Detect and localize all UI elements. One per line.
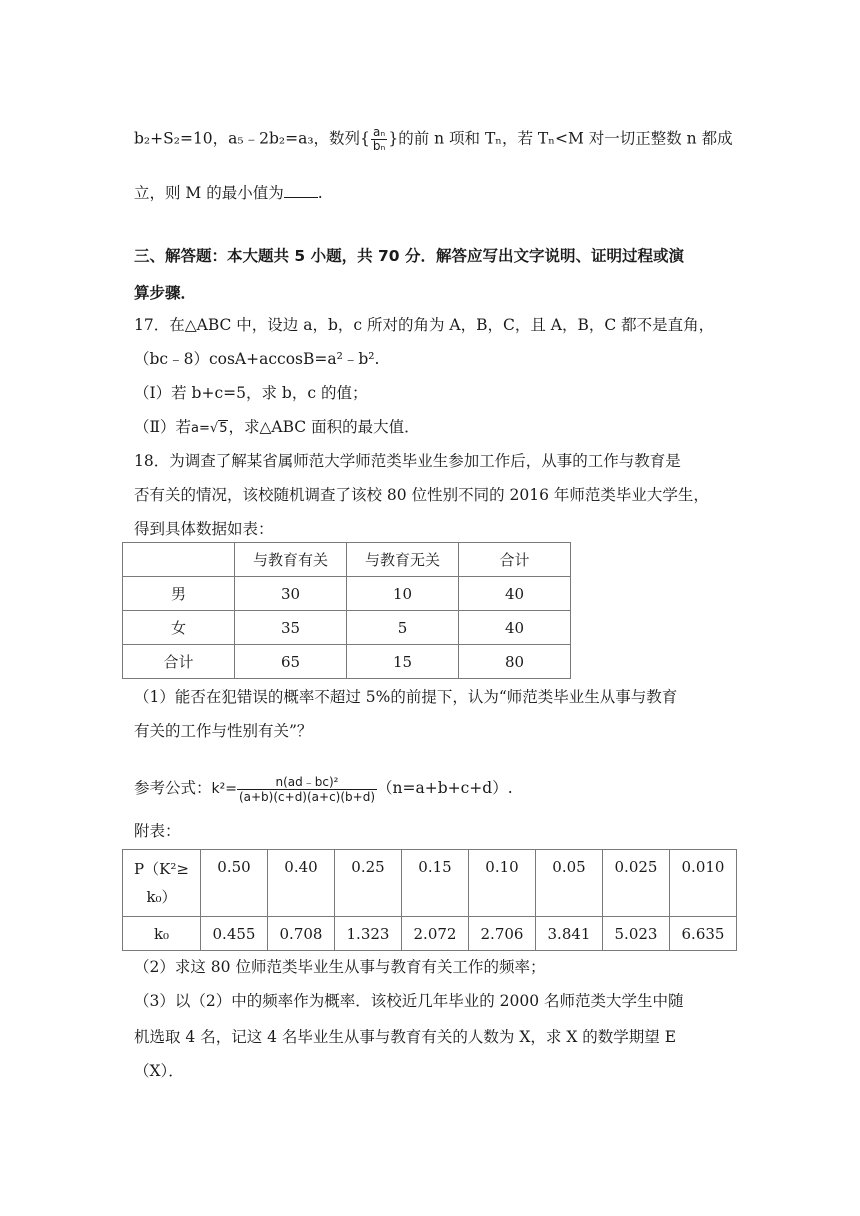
table-cell: 合计: [459, 543, 571, 577]
k-squared-formula-fraction: $\frac{\text{n(ad﹣bc)²}}{(a+b)(c+d)(a+c)(b+d)}$: [238, 774, 376, 804]
q18-sub1-line-1: （1）能否在犯错误的概率不超过 5%的前提下，认为“师范类毕业生从事与教育: [134, 688, 678, 706]
table-cell: 0.10: [469, 850, 536, 917]
table-cell: 男: [123, 577, 235, 611]
table-cell: 15: [347, 645, 459, 679]
table-cell: 0.15: [402, 850, 469, 917]
q18-sub2: （2）求这 80 位师范类毕业生从事与教育有关工作的频率；: [134, 958, 546, 976]
q18-line-3: 得到具体数据如表：: [134, 520, 274, 538]
table-row: [123, 917, 737, 951]
appendix-label: 附表：: [134, 822, 181, 840]
table-cell: 0.025: [603, 850, 670, 917]
table-cell: 合计: [123, 645, 235, 679]
table-cell: 5: [347, 611, 459, 645]
table-cell: 0.455: [201, 917, 268, 951]
table-cell: 40: [459, 577, 571, 611]
table-cell: 0.25: [335, 850, 402, 917]
q17-part-1: （Ⅰ）若 b+c=5，求 b，c 的值；: [134, 384, 368, 402]
table-cell: 40: [459, 611, 571, 645]
q18-sub3-line-3: （X）．: [134, 1062, 184, 1080]
q18-sub3-line-2: 机选取 4 名，记这 4 名毕业生从事与教育有关的人数为 X，求 X 的数学期望 E: [134, 1028, 677, 1046]
table-cell: 0.40: [268, 850, 335, 917]
table-cell: k₀: [123, 917, 201, 951]
q18-line-2: 否有关的情况，该校随机调查了该校 80 位性别不同的 2016 年师范类毕业大学生，: [134, 486, 709, 504]
table-cell: 3.841: [536, 917, 603, 951]
table-row: [123, 850, 737, 917]
table-cell: [123, 543, 235, 577]
reference-formula-line: 参考公式：k²= $\frac{\text{n(ad﹣bc)²}}{(a+b)(c+d)(a+c)(b+d)}$ （n=a+b+c+d）.: [134, 774, 513, 804]
table-cell: 0.05: [536, 850, 603, 917]
table-cell: 0.010: [670, 850, 737, 917]
chi-square-appendix-table: [122, 849, 737, 951]
table-row: [123, 611, 571, 645]
table-row: [123, 645, 571, 679]
table-cell: 35: [235, 611, 347, 645]
a-equals-sqrt5-formula: a=√5: [191, 421, 228, 436]
table-cell: 2.706: [469, 917, 536, 951]
q17-line-2: （bc﹣8）cosA+accosB=a²﹣b².: [134, 350, 380, 368]
q18-sub3-line-1: （3）以（2）中的频率作为概率．该校近几年毕业的 2000 名师范类大学生中随: [134, 992, 684, 1010]
an-over-bn-fraction: $\frac{\text{aₙ}}{\text{bₙ}}$: [372, 125, 386, 153]
section-3-heading-line-2: 算步骤．: [134, 284, 197, 302]
table-cell: 6.635: [670, 917, 737, 951]
q18-sub1-line-2: 有关的工作与性别有关”？: [134, 722, 313, 740]
table-cell: 5.023: [603, 917, 670, 951]
q18-line-1: 18．为调查了解某省属师范大学师范类毕业生参加工作后，从事的工作与教育是: [134, 452, 681, 470]
q17-line-1: 17．在△ABC 中，设边 a，b，c 所对的角为 A，B，C，且 A，B，C 都不是直角，: [134, 316, 715, 334]
table-cell: 与教育无关: [347, 543, 459, 577]
table-cell: 与教育有关: [235, 543, 347, 577]
table-cell: 2.072: [402, 917, 469, 951]
table-cell: 80: [459, 645, 571, 679]
table-cell: 65: [235, 645, 347, 679]
q17-part-2: （Ⅱ）若a=√5，求△ABC 面积的最大值．: [134, 418, 420, 436]
table-cell: P（K²≥ k₀）: [123, 850, 201, 917]
survey-data-table: [122, 542, 571, 679]
table-cell: 0.708: [268, 917, 335, 951]
table-cell: 1.323: [335, 917, 402, 951]
q16-line-2: 立，则 M 的最小值为 .: [134, 184, 323, 202]
table-cell: 30: [235, 577, 347, 611]
table-row: [123, 577, 571, 611]
table-cell: 10: [347, 577, 459, 611]
table-cell: 女: [123, 611, 235, 645]
q16-line-1: b₂+S₂=10，a₅﹣2b₂=a₃，数列{ $\frac{\text{aₙ}}{\text{bₙ}}$ }的前 n 项和 Tₙ，若 Tₙ<M 对一切正整数 n 都成: [134, 125, 733, 153]
section-3-heading-line-1: 三、解答题：本大题共 5 小题，共 70 分．解答应写出文字说明、证明过程或演: [134, 247, 684, 265]
table-header-row: [123, 543, 571, 577]
table-cell: 0.50: [201, 850, 268, 917]
answer-blank: [284, 182, 318, 198]
